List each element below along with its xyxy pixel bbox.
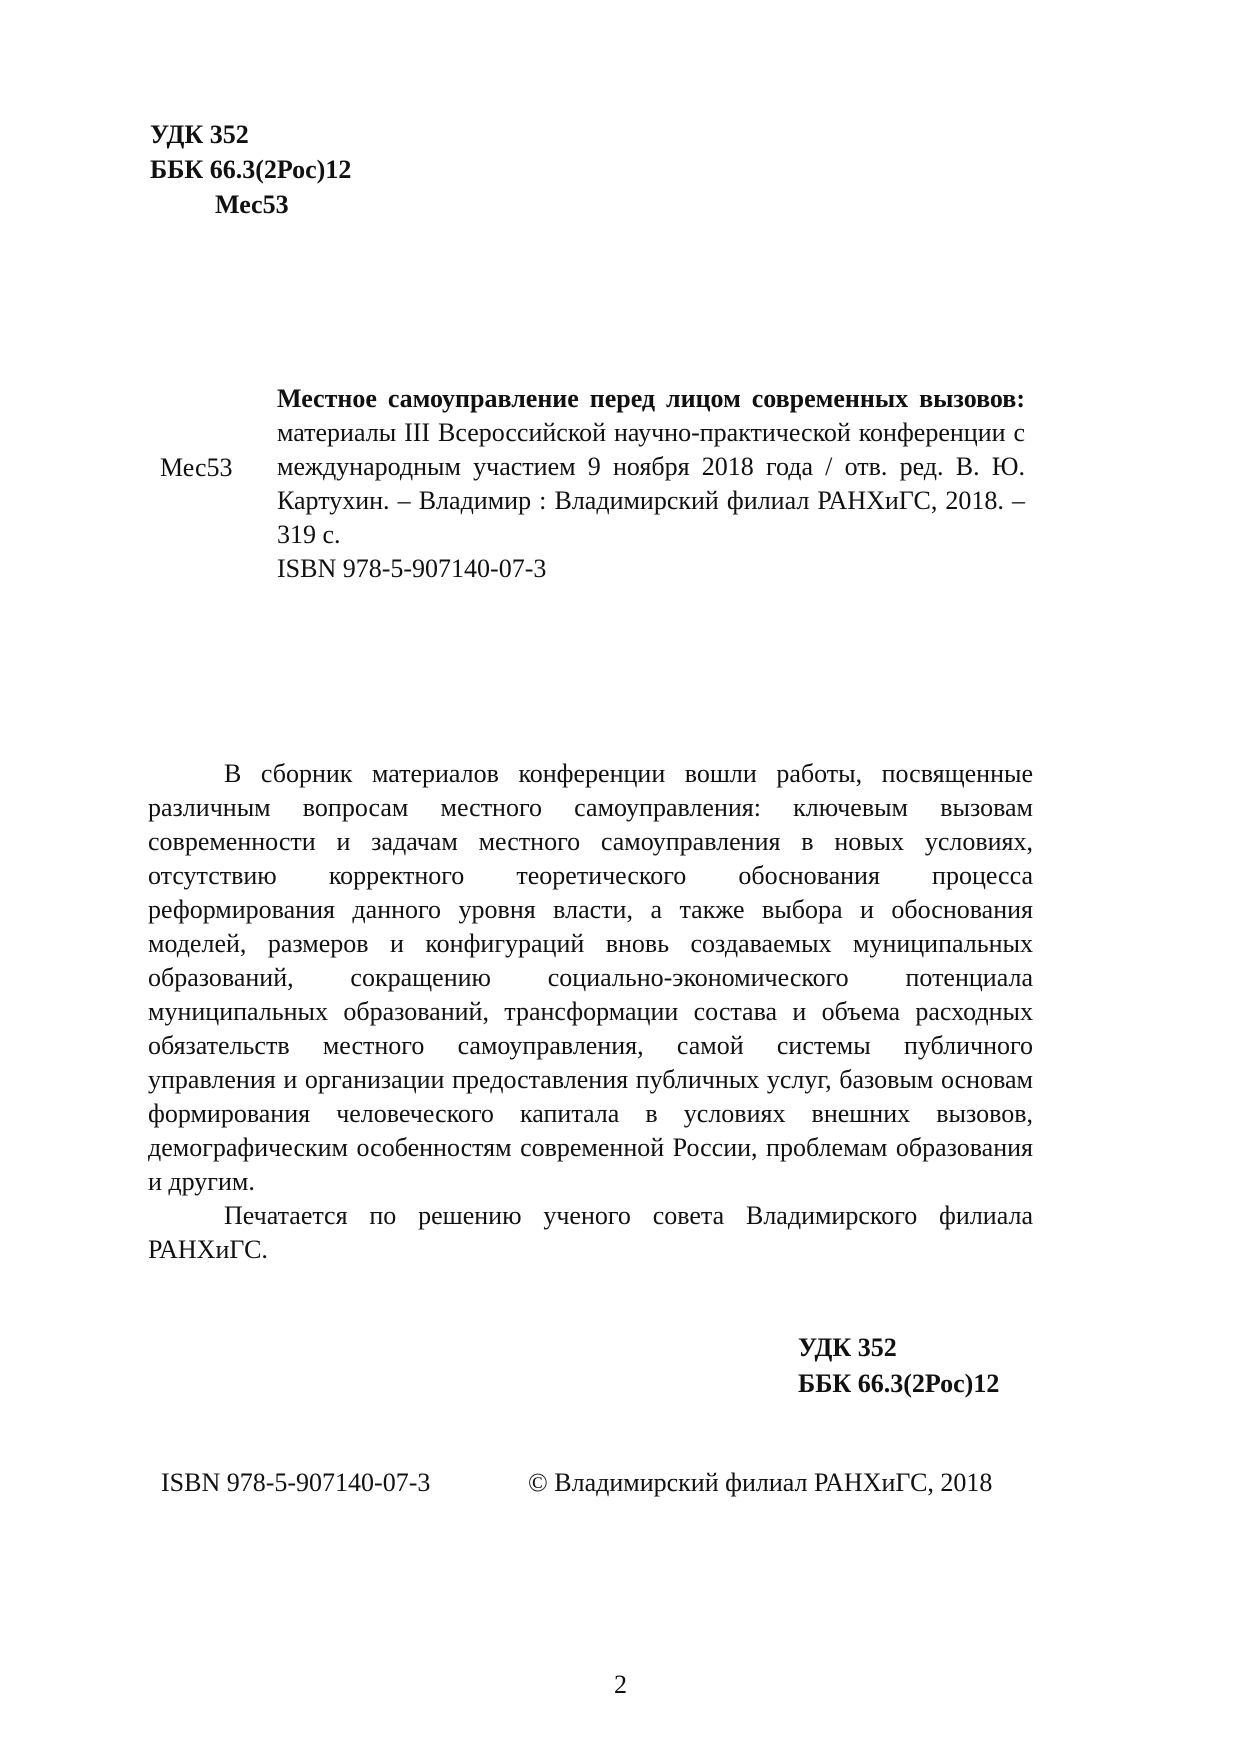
annotation-paragraph: В сборник материалов конференции вошли работы, посвященные различным вопросам местного самоуправления: ключевым вызовам современности и задачам местного самоуправления в новых условиях, отсутствию корректного теоретического обоснования процесса реформирования данного уровня власти, а также выбора и обоснования моделей, размеров и конфигураций вновь создаваемых муниципальных образований, сокращению социально-экономического потенциала муниципальных образований, трансформации состава и объема расходных обязательств местного самоуправления, самой системы публичного управления и организации предоставления публичных услуг, базовым основам формирования человеческого капитала в условиях внешних вызовов, демографическим особенностям современной России, проблемам образования и другим. — [148, 759, 1033, 1196]
book-title: Местное самоуправление перед лицом современных вызовов: — [277, 384, 1025, 413]
publication-note: Печатается по решению ученого совета Владимирского филиала РАНХиГС. — [148, 1201, 1033, 1264]
footer-bbk-code: ББК 66.3(2Рос)12 — [798, 1369, 1000, 1398]
catalog-author-sign: Мес53 — [160, 453, 233, 482]
copyright-notice: © Владимирский филиал РАНХиГС, 2018 — [528, 1468, 993, 1497]
footer-udk-code: УДК 352 — [798, 1333, 897, 1362]
annotation — [148, 757, 1033, 1267]
book-description: материалы III Всероссийской научно-практической конференции с международным участием 9 ноября 2018 года / отв. ред. В. Ю. Картухин. – Владимир : Владимирский филиал РАНХиГС, 2018. – 319 с. — [277, 418, 1025, 549]
header-classification-codes — [150, 117, 351, 222]
footer-classification-codes — [798, 1330, 999, 1402]
page-number: 2 — [614, 1670, 627, 1699]
catalog-isbn: ISBN 978-5-907140-07-3 — [277, 554, 547, 583]
author-sign: Мес53 — [215, 190, 289, 219]
bbk-code: ББК 66.3(2Рос)12 — [150, 155, 352, 184]
imprint-isbn: ISBN 978-5-907140-07-3 — [161, 1468, 431, 1497]
bibliographic-description — [277, 382, 1025, 586]
udk-code: УДК 352 — [150, 120, 249, 149]
